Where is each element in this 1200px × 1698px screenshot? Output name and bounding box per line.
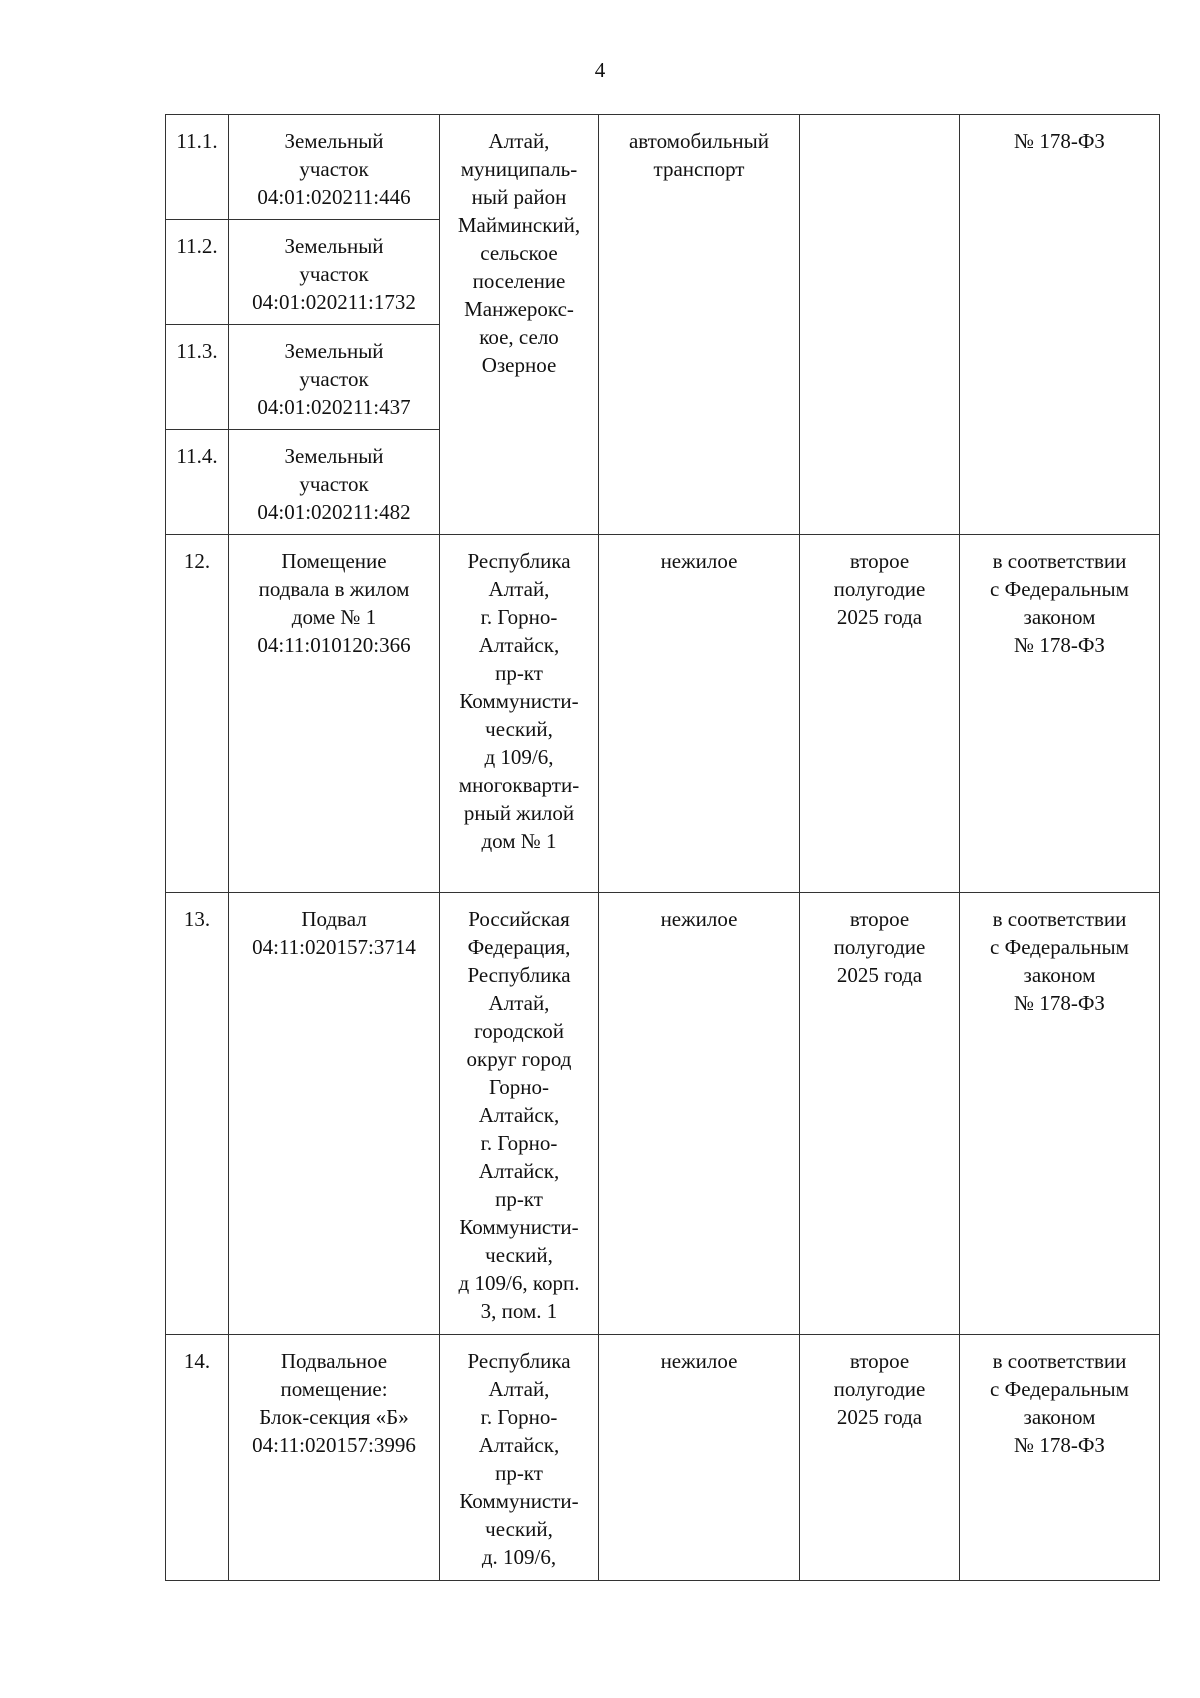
period-cell: второе полугодие 2025 года bbox=[800, 1335, 960, 1581]
table-row bbox=[166, 115, 1160, 220]
period-cell: второе полугодие 2025 года bbox=[800, 535, 960, 893]
purpose-cell: нежилое bbox=[599, 893, 800, 1335]
object-cell: Земельный участок 04:01:020211:446 bbox=[229, 115, 440, 220]
object-cell: Подвальное помещение: Блок-секция «Б» 04:11:020157:3996 bbox=[229, 1335, 440, 1581]
row-number: 11.3. bbox=[166, 325, 229, 430]
address-cell: Республика Алтай, г. Горно- Алтайск, пр-кт Коммунисти- ческий, д 109/6, многокварти- рный жилой дом № 1 bbox=[440, 535, 599, 893]
method-cell: в соответствии с Федеральным законом № 178-ФЗ bbox=[960, 893, 1160, 1335]
object-cell: Подвал 04:11:020157:3714 bbox=[229, 893, 440, 1335]
property-table bbox=[165, 114, 1160, 1581]
object-cell: Земельный участок 04:01:020211:482 bbox=[229, 430, 440, 535]
purpose-cell: нежилое bbox=[599, 535, 800, 893]
object-cell: Земельный участок 04:01:020211:1732 bbox=[229, 220, 440, 325]
table-row bbox=[166, 535, 1160, 893]
row-number: 14. bbox=[166, 1335, 229, 1581]
address-cell: Российская Федерация, Республика Алтай, городской округ город Горно- Алтайск, г. Горно- Алтайск, пр-кт Коммунисти- ческий, д 109/6, корп. 3, пом. 1 bbox=[440, 893, 599, 1335]
method-cell: № 178-ФЗ bbox=[960, 115, 1160, 535]
row-number: 11.2. bbox=[166, 220, 229, 325]
period-cell: второе полугодие 2025 года bbox=[800, 893, 960, 1335]
row-number: 11.1. bbox=[166, 115, 229, 220]
period-cell bbox=[800, 115, 960, 535]
object-cell: Помещение подвала в жилом доме № 1 04:11:010120:366 bbox=[229, 535, 440, 893]
address-cell: Республика Алтай, г. Горно- Алтайск, пр-кт Коммунисти- ческий, д. 109/6, bbox=[440, 1335, 599, 1581]
row-number: 13. bbox=[166, 893, 229, 1335]
purpose-cell: нежилое bbox=[599, 1335, 800, 1581]
method-cell: в соответствии с Федеральным законом № 178-ФЗ bbox=[960, 1335, 1160, 1581]
address-cell: Алтай, муниципаль- ный район Майминский, сельское поселение Манжерокс- кое, село Озерное bbox=[440, 115, 599, 535]
method-cell: в соответствии с Федеральным законом № 178-ФЗ bbox=[960, 535, 1160, 893]
table-row bbox=[166, 893, 1160, 1335]
purpose-cell: автомобильный транспорт bbox=[599, 115, 800, 535]
row-number: 11.4. bbox=[166, 430, 229, 535]
page-number: 4 bbox=[594, 58, 606, 82]
object-cell: Земельный участок 04:01:020211:437 bbox=[229, 325, 440, 430]
row-number: 12. bbox=[166, 535, 229, 893]
table-row bbox=[166, 1335, 1160, 1581]
